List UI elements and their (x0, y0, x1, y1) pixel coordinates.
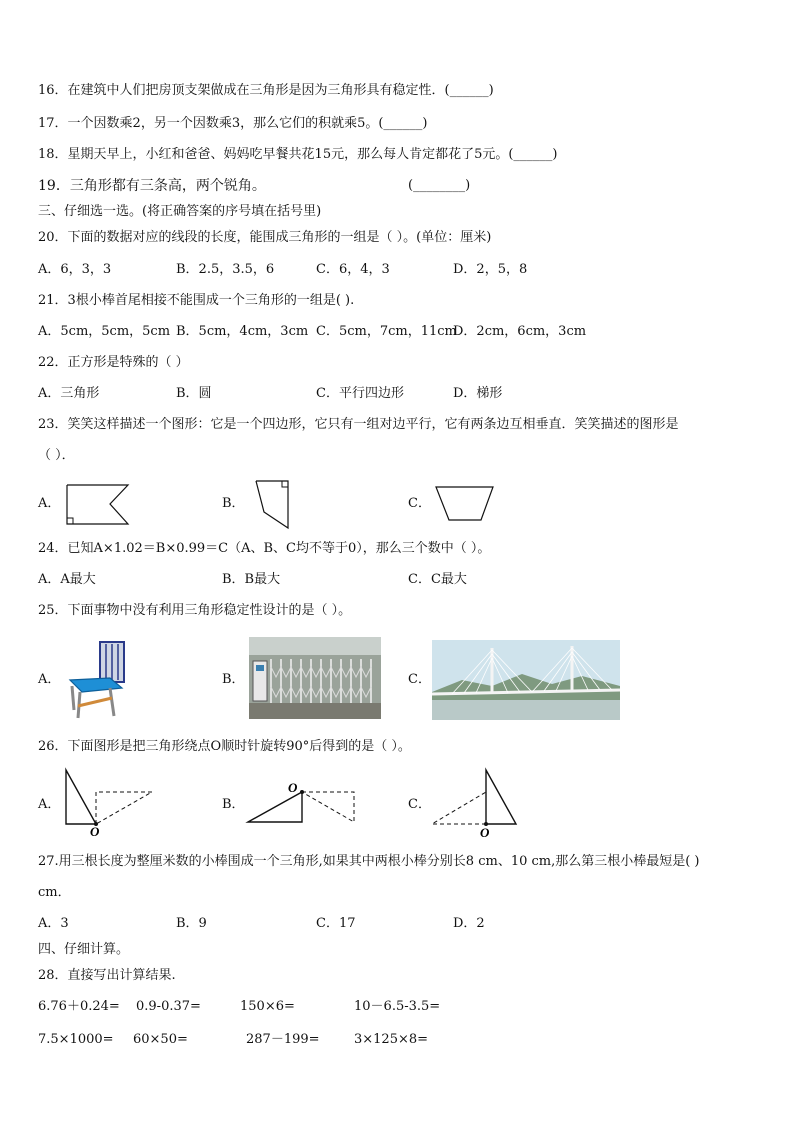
question-19-blank: (________) (408, 178, 471, 193)
q21-option-c: C．5cm，7cm，11cm (316, 324, 457, 339)
question-23-continued: （ ）． (38, 448, 75, 463)
q26-label-b: B． (222, 797, 245, 812)
calc-6: 60×50= (133, 1032, 188, 1047)
section-3-heading: 三、仔细选一选。(将正确答案的序号填在括号里) (38, 204, 322, 219)
calc-1: 6.76＋0.24= (38, 999, 120, 1014)
question-16: 16．在建筑中人们把房顶支架做成在三角形是因为三角形具有稳定性．(______) (38, 83, 494, 98)
q22-option-b: B．圆 (176, 386, 212, 401)
cable-bridge-image (432, 640, 620, 720)
point-o-label-b: O (288, 780, 298, 795)
point-o-label-a: O (90, 824, 100, 839)
q22-option-c: C．平行四边形 (316, 386, 404, 401)
question-17: 17．一个因数乘2，另一个因数乘3，那么它们的积就乘5。(______) (38, 116, 428, 131)
q26-figure-a (62, 766, 162, 840)
chair-image (66, 640, 128, 722)
question-27-continued: cm． (38, 885, 71, 900)
calc-2: 0.9-0.37= (136, 999, 201, 1014)
calc-8: 3×125×8= (354, 1032, 429, 1047)
q23-figure-a (66, 484, 130, 526)
question-26: 26．下面图形是把三角形绕点O顺时针旋转90°后得到的是（ ）。 (38, 739, 411, 754)
q20-option-c: C．6，4，3 (316, 262, 390, 277)
q23-figure-b (254, 480, 290, 530)
retractable-gate-image (249, 637, 381, 719)
calc-4: 10－6.5-3.5= (354, 999, 441, 1014)
q26-figure-b (246, 780, 364, 826)
q26-figure-c (430, 766, 526, 840)
q27-option-b: B．9 (176, 916, 207, 931)
q26-label-c: C． (408, 797, 431, 812)
q23-label-b: B． (222, 496, 245, 511)
q20-option-d: D．2，5，8 (453, 262, 528, 277)
q24-option-c: C．C最大 (408, 572, 467, 587)
q23-label-c: C． (408, 496, 431, 511)
question-25: 25．下面事物中没有利用三角形稳定性设计的是（ ）。 (38, 603, 352, 618)
calc-3: 150×6= (240, 999, 295, 1014)
question-24: 24．已知A×1.02＝B×0.99＝C（A、B、C均不等于0），那么三个数中（ ）。 (38, 541, 491, 556)
section-4-heading: 四、仔细计算。 (38, 942, 130, 957)
q21-option-b: B．5cm，4cm，3cm (176, 324, 309, 339)
q21-option-a: A．5cm，5cm，5cm (38, 324, 171, 339)
point-o-label-c: O (480, 825, 490, 840)
question-19: 19．三角形都有三条高，两个锐角。 (38, 178, 266, 194)
question-22: 22．正方形是特殊的（ ） (38, 355, 189, 370)
q22-option-d: D．梯形 (453, 386, 503, 401)
q24-option-a: A．A最大 (38, 572, 96, 587)
question-27: 27.用三根长度为整厘米数的小棒围成一个三角形,如果其中两根小棒分别长8 cm、10 cm,那么第三根小棒最短是( ) (38, 854, 700, 869)
calc-5: 7.5×1000= (38, 1032, 114, 1047)
question-18: 18．星期天早上，小红和爸爸、妈妈吃早餐共花15元，那么每人肯定都花了5元。(______) (38, 147, 558, 162)
q26-label-a: A． (38, 797, 61, 812)
q27-option-d: D．2 (453, 916, 485, 931)
calc-7: 287－199= (246, 1032, 320, 1047)
q21-option-d: D．2cm，6cm，3cm (453, 324, 587, 339)
q27-option-c: C．17 (316, 916, 356, 931)
question-28: 28．直接写出计算结果. (38, 968, 176, 983)
question-23: 23．笑笑这样描述一个图形：它是一个四边形，它只有一组对边平行，它有两条边互相垂直．笑笑描述的图形是 (38, 417, 679, 432)
q25-label-b: B． (222, 672, 245, 687)
q22-option-a: A．三角形 (38, 386, 100, 401)
q23-label-a: A． (38, 496, 61, 511)
question-20: 20．下面的数据对应的线段的长度，能围成三角形的一组是（ ）。(单位：厘米) (38, 230, 492, 245)
q20-option-a: A．6，3，3 (38, 262, 112, 277)
q24-option-b: B．B最大 (222, 572, 281, 587)
q25-label-c: C． (408, 672, 431, 687)
question-21: 21．3根小棒首尾相接不能围成一个三角形的一组是( ). (38, 293, 355, 308)
q25-label-a: A． (38, 672, 61, 687)
q20-option-b: B．2.5，3.5，6 (176, 262, 275, 277)
q23-figure-c (435, 486, 495, 522)
q27-option-a: A．3 (38, 916, 69, 931)
